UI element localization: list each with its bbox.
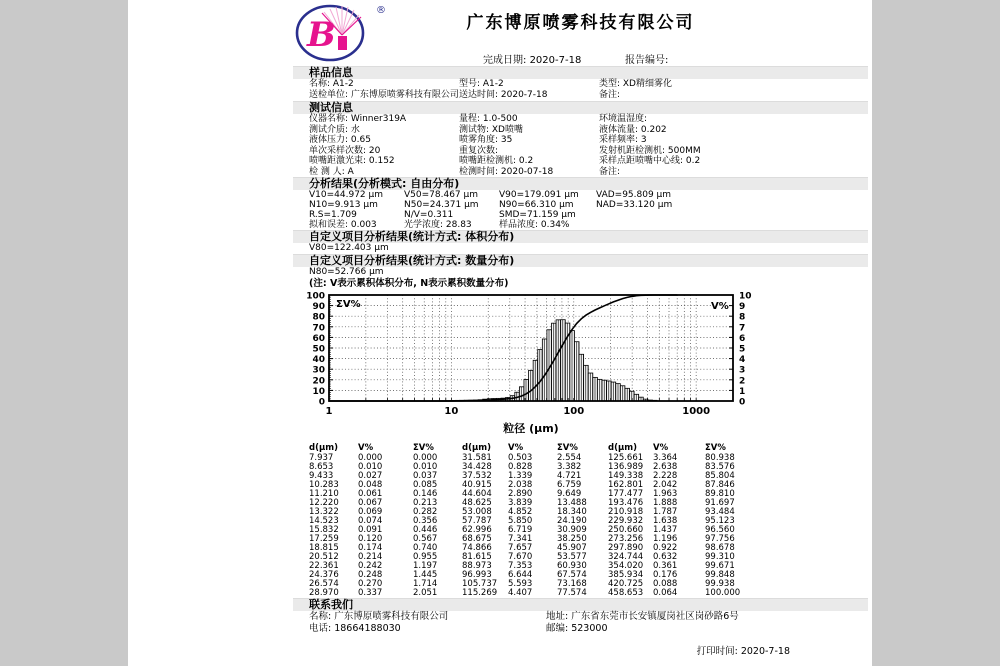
company-name-title: 广东博原喷雾科技有限公司 <box>466 13 695 33</box>
custom-volume-value: V80=122.403 μm <box>309 243 389 253</box>
table-header: ΣV% <box>413 443 434 453</box>
table-cell: 68.675 <box>462 534 492 544</box>
test-info-field: 液体压力: 0.65 <box>309 135 371 145</box>
table-cell: 1.437 <box>653 525 678 535</box>
table-cell: 20.512 <box>309 552 339 562</box>
svg-text:10: 10 <box>312 386 325 397</box>
table-cell: 6.719 <box>508 525 533 535</box>
svg-text:8: 8 <box>739 312 746 323</box>
svg-text:6: 6 <box>739 333 746 344</box>
table-cell: 2.038 <box>508 480 533 490</box>
table-cell: 53.008 <box>462 507 492 517</box>
table-cell: 0.213 <box>413 498 438 508</box>
table-cell: 89.810 <box>705 489 735 499</box>
svg-text:1: 1 <box>739 386 746 397</box>
print-time: 打印时间: 2020-7-18 <box>696 646 790 657</box>
table-cell: 177.477 <box>608 489 644 499</box>
test-info-field: 喷嘴距激光束: 0.152 <box>309 156 395 166</box>
table-cell: 0.248 <box>358 570 383 580</box>
contact-band: 联系我们 <box>293 598 868 611</box>
test-info-field: 备注: <box>599 166 621 177</box>
table-cell: 0.120 <box>358 534 383 544</box>
svg-text:10: 10 <box>739 291 752 302</box>
table-group <box>309 443 462 598</box>
table-cell: 83.576 <box>705 462 735 472</box>
table-cell: 0.064 <box>653 588 678 598</box>
svg-text:100: 100 <box>563 406 585 417</box>
analysis-value: 光学浓度: 28.83 <box>404 220 472 230</box>
table-cell: 100.000 <box>705 588 741 598</box>
table-cell: 273.256 <box>608 534 644 544</box>
svg-text:粒径 (μm): 粒径 (μm) <box>503 422 559 435</box>
table-cell: 0.069 <box>358 507 383 517</box>
table-cell: 0.174 <box>358 543 383 553</box>
table-cell: 0.000 <box>358 453 383 463</box>
sample-info-field: 备注: <box>599 90 621 100</box>
table-cell: 88.973 <box>462 561 492 571</box>
table-cell: 0.146 <box>413 489 438 499</box>
analysis-value: V50=78.467 μm <box>404 190 478 200</box>
analysis-row <box>309 220 868 230</box>
table-cell: 85.804 <box>705 471 735 481</box>
table-cell: 99.938 <box>705 579 735 589</box>
svg-text:40: 40 <box>312 355 325 366</box>
table-cell: 28.970 <box>309 588 339 598</box>
table-cell: 0.632 <box>653 552 678 562</box>
sample-info-field: 类型: XD精细雾化 <box>599 79 672 89</box>
table-cell: 40.915 <box>462 480 492 490</box>
table-cell: 2.638 <box>653 462 678 472</box>
table-cell: 7.353 <box>508 561 533 571</box>
table-cell: 0.446 <box>413 525 438 535</box>
table-cell: 60.930 <box>557 561 587 571</box>
table-cell: 210.918 <box>608 507 644 517</box>
table-cell: 2.890 <box>508 489 533 499</box>
table-cell: 45.907 <box>557 543 587 553</box>
table-cell: 2.228 <box>653 471 678 481</box>
table-cell: 7.937 <box>309 453 334 463</box>
test-info-row <box>309 125 868 136</box>
table-cell: 229.932 <box>608 516 644 526</box>
table-cell: 93.484 <box>705 507 735 517</box>
table-cell: 0.010 <box>358 462 383 472</box>
analysis-value: N50=24.371 μm <box>404 200 479 210</box>
contact-field: 电话: 18664188030 <box>309 623 401 634</box>
table-cell: 2.042 <box>653 480 678 490</box>
table-cell: 458.653 <box>608 588 644 598</box>
table-cell: 3.839 <box>508 498 533 508</box>
table-cell: 62.996 <box>462 525 492 535</box>
report-date-line <box>293 51 868 64</box>
registered-trademark-icon: ® <box>376 5 386 16</box>
table-cell: 73.168 <box>557 579 587 589</box>
report-content <box>293 0 868 655</box>
table-cell: 0.214 <box>358 552 383 562</box>
svg-text:90: 90 <box>312 302 325 313</box>
table-cell: 3.364 <box>653 453 678 463</box>
table-cell: 91.697 <box>705 498 735 508</box>
analysis-value <box>596 210 868 220</box>
svg-text:7: 7 <box>739 323 746 334</box>
test-info-field: 量程: 1.0-500 <box>459 114 518 124</box>
test-info-field: 检 测 人: A <box>309 166 354 177</box>
table-group <box>462 443 608 598</box>
analysis-value: R.S=1.709 <box>309 210 357 220</box>
finish-date: 完成日期: 2020-7-18 <box>483 55 582 66</box>
table-cell: 38.250 <box>557 534 587 544</box>
sample-info-row <box>309 79 868 90</box>
table-header: d(μm) <box>309 443 338 453</box>
table-header: V% <box>653 443 669 453</box>
table-cell: 0.828 <box>508 462 533 472</box>
table-cell: 6.759 <box>557 480 582 490</box>
contact-rows <box>293 611 868 635</box>
custom-volume-band: 自定义项目分析结果(统计方式: 体积分布) <box>293 230 868 243</box>
table-cell: 10.283 <box>309 480 339 490</box>
svg-text:1000: 1000 <box>682 406 711 417</box>
table-header: V% <box>508 443 524 453</box>
table-cell: 12.220 <box>309 498 339 508</box>
table-cell: 8.653 <box>309 462 334 472</box>
table-cell: 0.270 <box>358 579 383 589</box>
table-cell: 105.737 <box>462 579 498 589</box>
analysis-value: N10=9.913 μm <box>309 200 378 210</box>
table-group <box>608 443 768 598</box>
table-cell: 193.476 <box>608 498 644 508</box>
svg-text:0: 0 <box>318 397 325 408</box>
contact-field: 名称: 广东博原喷雾科技有限公司 <box>309 611 449 622</box>
svg-text:ΣV%: ΣV% <box>336 299 361 310</box>
table-header: ΣV% <box>557 443 578 453</box>
table-cell: 1.787 <box>653 507 678 517</box>
table-cell: 0.740 <box>413 543 438 553</box>
test-info-row <box>309 135 868 146</box>
table-cell: 7.657 <box>508 543 533 553</box>
test-info-field: 重复次数: <box>459 145 499 156</box>
analysis-row <box>309 200 868 210</box>
contact-row <box>309 611 868 623</box>
table-cell: 149.338 <box>608 471 644 481</box>
svg-text:9: 9 <box>739 302 746 313</box>
analysis-value: VAD=95.809 μm <box>596 190 672 200</box>
table-cell: 0.010 <box>413 462 438 472</box>
custom-number-band: 自定义项目分析结果(统计方式: 数量分布) <box>293 254 868 267</box>
document-sheet <box>128 0 872 666</box>
table-cell: 15.832 <box>309 525 339 535</box>
svg-text:1: 1 <box>325 406 333 417</box>
table-cell: 14.523 <box>309 516 339 526</box>
contact-field: 邮编: 523000 <box>546 623 608 634</box>
table-cell: 0.074 <box>358 516 383 526</box>
test-info-field: 环境温湿度: <box>599 114 648 124</box>
table-cell: 3.382 <box>557 462 582 472</box>
table-cell: 44.604 <box>462 489 492 499</box>
sample-info-field: 名称: A1-2 <box>309 79 354 89</box>
table-cell: 0.085 <box>413 480 438 490</box>
table-cell: 67.574 <box>557 570 587 580</box>
table-header: ΣV% <box>705 443 726 453</box>
table-cell: 420.725 <box>608 579 644 589</box>
svg-text:5: 5 <box>739 344 746 355</box>
logo-b-letter: B <box>307 15 336 55</box>
analysis-value: 拟和误差: 0.003 <box>309 220 377 230</box>
table-cell: 0.567 <box>413 534 438 544</box>
svg-text:3: 3 <box>739 365 746 376</box>
analysis-value: N/V=0.311 <box>404 210 454 220</box>
table-cell: 324.744 <box>608 552 644 562</box>
test-info-rows <box>293 114 868 177</box>
table-header: d(μm) <box>608 443 637 453</box>
svg-text:70: 70 <box>312 323 325 334</box>
table-cell: 115.269 <box>462 588 498 598</box>
table-cell: 9.649 <box>557 489 582 499</box>
table-cell: 0.282 <box>413 507 438 517</box>
table-cell: 1.638 <box>653 516 678 526</box>
table-cell: 13.322 <box>309 507 339 517</box>
table-cell: 0.955 <box>413 552 438 562</box>
table-cell: 1.963 <box>653 489 678 499</box>
table-cell: 0.922 <box>653 543 678 553</box>
table-cell: 11.210 <box>309 489 339 499</box>
distribution-table <box>309 443 868 598</box>
table-cell: 125.661 <box>608 453 644 463</box>
table-cell: 250.660 <box>608 525 644 535</box>
test-info-band: 测试信息 <box>293 101 868 114</box>
table-cell: 1.888 <box>653 498 678 508</box>
table-cell: 18.815 <box>309 543 339 553</box>
svg-text:50: 50 <box>312 344 325 355</box>
test-info-row <box>309 167 868 178</box>
test-info-field: 液体流量: 0.202 <box>599 124 667 135</box>
table-cell: 24.376 <box>309 570 339 580</box>
table-cell: 0.503 <box>508 453 533 463</box>
analysis-result-rows <box>293 190 868 230</box>
analysis-value: SMD=71.159 μm <box>499 210 576 220</box>
table-cell: 18.340 <box>557 507 587 517</box>
svg-text:100: 100 <box>306 291 325 302</box>
table-cell: 30.909 <box>557 525 587 535</box>
analysis-band: 分析结果(分析模式: 自由分布) <box>293 177 868 190</box>
table-cell: 77.574 <box>557 588 587 598</box>
svg-text:4: 4 <box>739 355 746 366</box>
table-cell: 81.615 <box>462 552 492 562</box>
table-cell: 5.593 <box>508 579 533 589</box>
table-cell: 99.671 <box>705 561 735 571</box>
table-cell: 0.356 <box>413 516 438 526</box>
table-cell: 0.361 <box>653 561 678 571</box>
test-info-field: 喷雾角度: 35 <box>459 135 513 145</box>
svg-text:10: 10 <box>444 406 459 417</box>
test-info-field: 测试物: XD喷嘴 <box>459 124 523 135</box>
svg-text:30: 30 <box>312 365 325 376</box>
table-cell: 0.061 <box>358 489 383 499</box>
table-cell: 0.048 <box>358 480 383 490</box>
particle-size-chart <box>293 291 868 439</box>
table-cell: 0.067 <box>358 498 383 508</box>
report-header <box>293 0 868 66</box>
custom-number-value: N80=52.766 μm <box>309 267 384 277</box>
table-cell: 37.532 <box>462 471 492 481</box>
svg-text:80: 80 <box>312 312 325 323</box>
table-cell: 385.934 <box>608 570 644 580</box>
table-cell: 99.310 <box>705 552 735 562</box>
table-cell: 1.197 <box>413 561 438 571</box>
test-info-field: 测试介质: 水 <box>309 124 360 135</box>
analysis-value: 样品浓度: 0.34% <box>499 220 570 230</box>
chart-canvas <box>293 291 763 439</box>
report-number: 报告编号: <box>625 55 669 66</box>
svg-text:2: 2 <box>739 376 746 387</box>
table-cell: 4.721 <box>557 471 582 481</box>
contact-row <box>309 623 868 635</box>
table-cell: 2.051 <box>413 588 438 598</box>
sample-info-band: 样品信息 <box>293 66 868 79</box>
table-cell: 80.938 <box>705 453 735 463</box>
test-info-field: 喷嘴距检测机: 0.2 <box>459 156 534 166</box>
test-info-field: 仪器名称: Winner319A <box>309 114 407 124</box>
sample-info-field: 送检单位: 广东博原喷雾科技有限公司 <box>309 90 459 100</box>
table-header: V% <box>358 443 374 453</box>
table-cell: 0.088 <box>653 579 678 589</box>
table-cell: 24.190 <box>557 516 587 526</box>
table-cell: 297.890 <box>608 543 644 553</box>
table-cell: 1.196 <box>653 534 678 544</box>
table-cell: 6.644 <box>508 570 533 580</box>
sample-info-row <box>309 90 868 101</box>
table-cell: 0.337 <box>358 588 383 598</box>
table-cell: 96.560 <box>705 525 735 535</box>
table-header: d(μm) <box>462 443 491 453</box>
table-cell: 7.341 <box>508 534 533 544</box>
analysis-value: NAD=33.120 μm <box>596 200 673 210</box>
table-cell: 1.445 <box>413 570 438 580</box>
table-cell: 0.091 <box>358 525 383 535</box>
test-info-field: 采样点距喷嘴中心线: 0.2 <box>599 156 701 166</box>
table-cell: 48.625 <box>462 498 492 508</box>
analysis-value: N90=66.310 μm <box>499 200 574 210</box>
table-cell: 13.488 <box>557 498 587 508</box>
table-cell: 57.787 <box>462 516 492 526</box>
table-cell: 4.407 <box>508 588 533 598</box>
analysis-row <box>309 210 868 220</box>
table-cell: 34.428 <box>462 462 492 472</box>
test-info-field: 单次采样次数: 20 <box>309 145 381 156</box>
svg-text:V%: V% <box>711 301 729 312</box>
svg-text:60: 60 <box>312 333 325 344</box>
table-cell: 162.801 <box>608 480 644 490</box>
table-cell: 99.848 <box>705 570 735 580</box>
sample-info-field: 型号: A1-2 <box>459 79 504 89</box>
svg-text:20: 20 <box>312 376 325 387</box>
test-info-field: 采样频率: 3 <box>599 135 647 145</box>
table-cell: 0.037 <box>413 471 438 481</box>
analysis-value <box>596 220 868 230</box>
table-cell: 4.852 <box>508 507 533 517</box>
table-cell: 1.339 <box>508 471 533 481</box>
sample-info-rows <box>293 79 868 101</box>
test-info-row <box>309 146 868 157</box>
table-cell: 5.850 <box>508 516 533 526</box>
table-cell: 22.361 <box>309 561 339 571</box>
table-cell: 98.678 <box>705 543 735 553</box>
table-cell: 17.259 <box>309 534 339 544</box>
table-cell: 136.989 <box>608 462 644 472</box>
svg-text:0: 0 <box>739 397 746 408</box>
table-cell: 0.176 <box>653 570 678 580</box>
table-cell: 9.433 <box>309 471 334 481</box>
test-info-row <box>309 156 868 167</box>
analysis-value: V10=44.972 μm <box>309 190 383 200</box>
sample-info-field: 送达时间: 2020-7-18 <box>459 90 548 100</box>
test-info-row <box>309 114 868 125</box>
table-cell: 31.581 <box>462 453 492 463</box>
analysis-row <box>309 190 868 200</box>
table-cell: 96.993 <box>462 570 492 580</box>
table-cell: 0.242 <box>358 561 383 571</box>
table-cell: 97.756 <box>705 534 735 544</box>
test-info-field: 发射机距检测机: 500MM <box>599 145 701 156</box>
table-cell: 1.714 <box>413 579 438 589</box>
table-cell: 0.027 <box>358 471 383 481</box>
distribution-note: (注: V表示累积体积分布, N表示累积数量分布) <box>309 278 509 289</box>
table-cell: 26.574 <box>309 579 339 589</box>
analysis-value: V90=179.091 μm <box>499 190 579 200</box>
table-cell: 0.000 <box>413 453 438 463</box>
table-cell: 354.020 <box>608 561 644 571</box>
contact-field: 地址: 广东省东莞市长安镇厦岗社区岗砂路6号 <box>546 611 739 622</box>
table-cell: 87.846 <box>705 480 735 490</box>
test-info-field: 检测时间: 2020-07-18 <box>459 166 554 177</box>
table-cell: 74.866 <box>462 543 492 553</box>
table-cell: 53.577 <box>557 552 587 562</box>
table-cell: 2.554 <box>557 453 582 463</box>
table-cell: 95.123 <box>705 516 735 526</box>
table-cell: 7.670 <box>508 552 533 562</box>
